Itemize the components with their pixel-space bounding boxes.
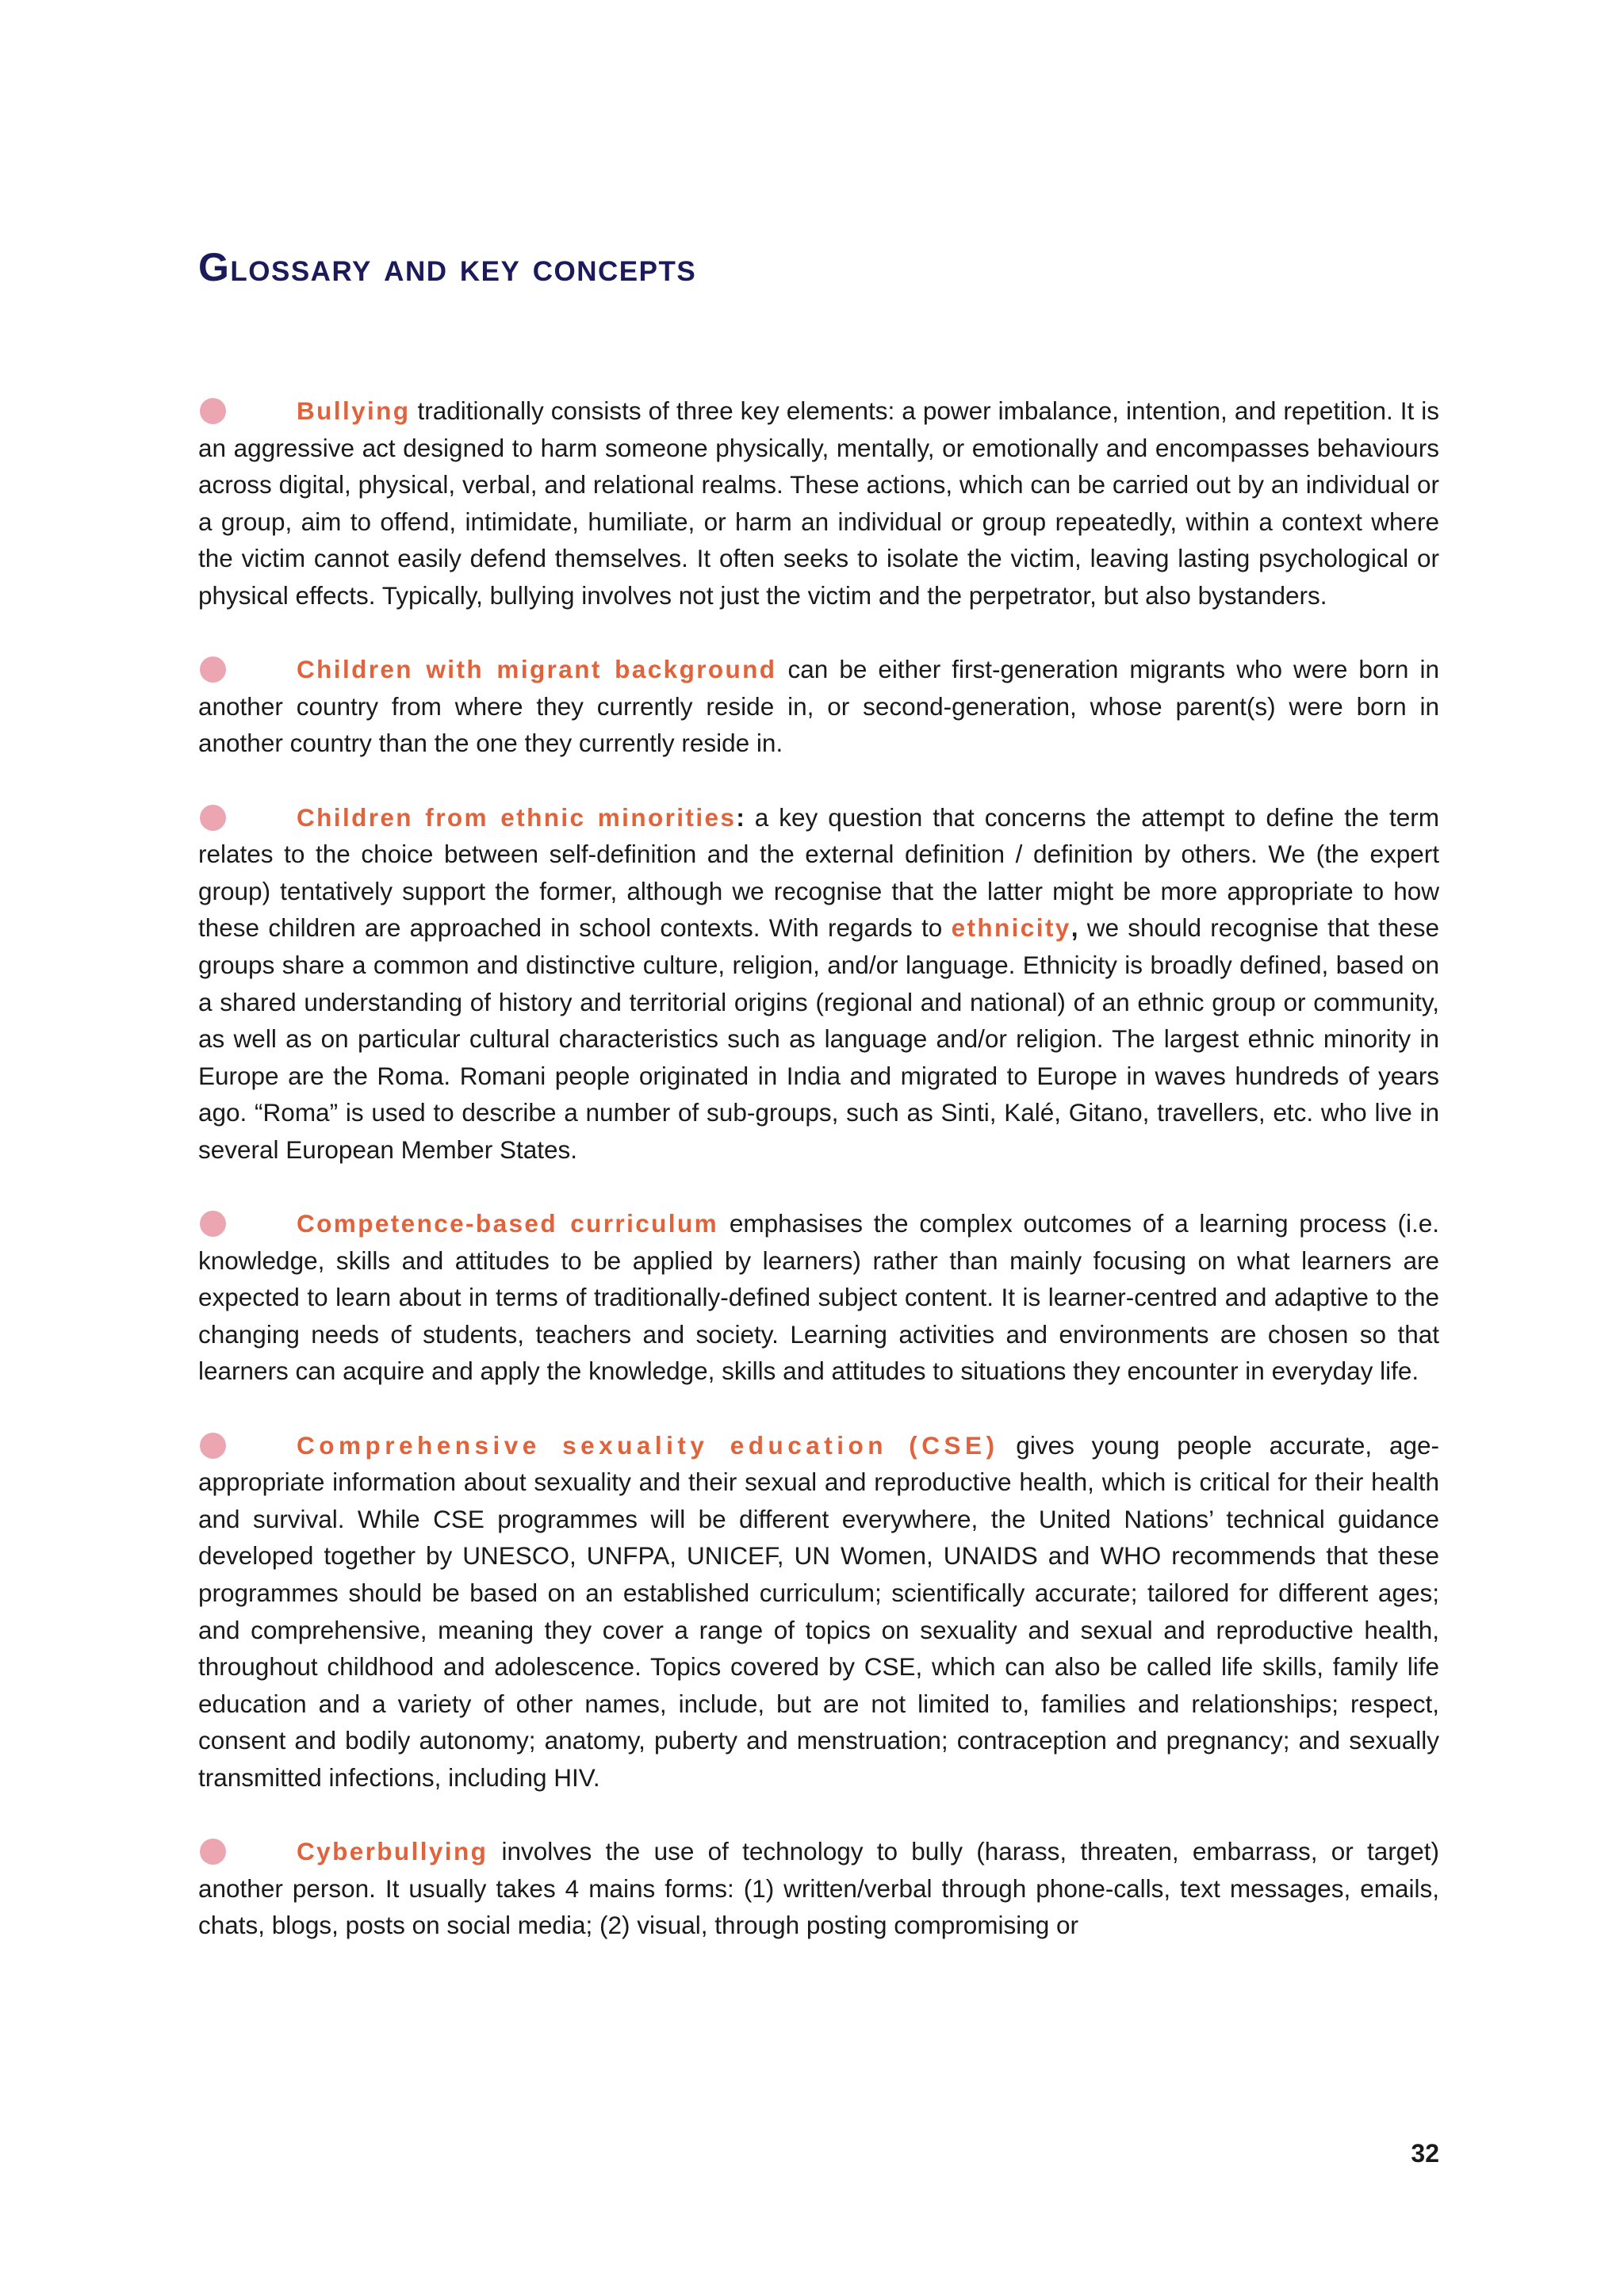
glossary-definition: emphasises the complex outcomes of a learning process (i.e. knowledge, skills and attitudes to be applied by learners) rather than mainly focusing on what learners are expected to learn about in terms of traditionally-defined subject content. It is learner-centred and adaptive to the changing needs of students, teachers and society. Learning activities and environments are chosen so that learners can acquire and apply the knowledge, skills and attitudes to situations they encounter in everyday life.	[198, 1209, 1439, 1386]
glossary-list	[198, 392, 1439, 1981]
glossary-term: Competence-based curriculum	[297, 1209, 719, 1238]
glossary-term: Children from ethnic minorities	[297, 802, 737, 832]
glossary-definition-continued: we should recognise that these groups share a common and distinctive culture, religion, and/or language. Ethnicity is broadly defined, based on a shared understanding of history and territorial origins (regional and national) of an ethnic group or community, as well as on particular cultural characteristics such as language and/or religion. The largest ethnic minority in Europe are the Roma. Romani people originated in India and migrated to Europe in waves hundreds of years ago. “Roma” is used to describe a number of sub-groups, such as Sinti, Kalé, Gitano, travellers, etc. who live in several European Member States.	[198, 913, 1440, 1164]
glossary-entry-migrant-background	[198, 651, 1439, 762]
glossary-entry-bullying	[198, 392, 1439, 614]
glossary-definition: involves the use of technology to bully (harass, threaten, embarrass, or target) another person. It usually takes 4 mains forms: (1) written/verbal through phone-calls, text messages, emails, chats, blogs, posts on social media; (2) visual, through posting compromising or	[198, 1837, 1439, 1940]
bullet-icon	[200, 1433, 226, 1459]
term-colon: :	[736, 802, 745, 832]
glossary-term: Cyberbullying	[297, 1837, 488, 1866]
glossary-entry-ethnic-minorities	[198, 799, 1439, 1169]
inline-term-ethnicity: ethnicity	[951, 913, 1071, 943]
page-number: 32	[1411, 2139, 1439, 2168]
bullet-icon	[200, 1211, 226, 1237]
glossary-entry-cse	[198, 1427, 1439, 1797]
bullet-icon	[200, 805, 226, 831]
glossary-definition: gives young people accurate, age-appropriate information about sexuality and their sexual and reproductive health, which is critical for their health and survival. While CSE programmes will be different everywhere, the United Nations’ technical guidance developed together by UNESCO, UNFPA, UNICEF, UN Women, UNAIDS and WHO recommends that these programmes should be based on an established curriculum; scientifically accurate; tailored for different ages; and comprehensive, meaning they cover a range of topics on sexuality and sexual and reproductive health, throughout childhood and adolescence. Topics covered by CSE, which can also be called life skills, family life education and a variety of other names, include, but are not limited to, families and relationships; respect, consent and bodily autonomy; anatomy, puberty and menstruation; contraception and pregnancy; and sexually transmitted infections, including HIV.	[198, 1430, 1439, 1792]
glossary-entry-competence-based-curriculum	[198, 1205, 1439, 1390]
glossary-entry-cyberbullying	[198, 1833, 1439, 1944]
bullet-icon	[200, 656, 226, 683]
glossary-definition: traditionally consists of three key elements: a power imbalance, intention, and repetition. It is an aggressive act designed to harm someone physically, mentally, or emotionally and encompasses behaviours across digital, physical, verbal, and relational realms. These actions, which can be carried out by an individual or a group, aim to offend, intimidate, humiliate, or harm an individual or group repeatedly, within a context where the victim cannot easily defend themselves. It often seeks to isolate the victim, leaving lasting psychological or physical effects. Typically, bullying involves not just the victim and the perpetrator, but also bystanders.	[198, 396, 1439, 610]
inline-term-comma: ,	[1071, 913, 1078, 943]
glossary-definition: a key question that concerns the attempt to define the term relates to the choice between self-definition and the external definition / definition by others. We (the expert group) tentatively support the former, although we recognise that the latter might be more appropriate to how these children are approached in school contexts. With regards to	[198, 802, 1440, 943]
glossary-term: Comprehensive sexuality education (CSE)	[297, 1430, 999, 1460]
glossary-definition: can be either first-generation migrants who were born in another country from where they currently reside in, or second-generation, whose parent(s) were born in another country than the one they currently reside in.	[198, 655, 1439, 758]
glossary-term: Bullying	[297, 396, 411, 425]
glossary-term: Children with migrant background	[297, 655, 777, 684]
bullet-icon	[200, 398, 226, 424]
page-title: Glossary and key concepts	[198, 245, 697, 289]
bullet-icon	[200, 1839, 226, 1865]
